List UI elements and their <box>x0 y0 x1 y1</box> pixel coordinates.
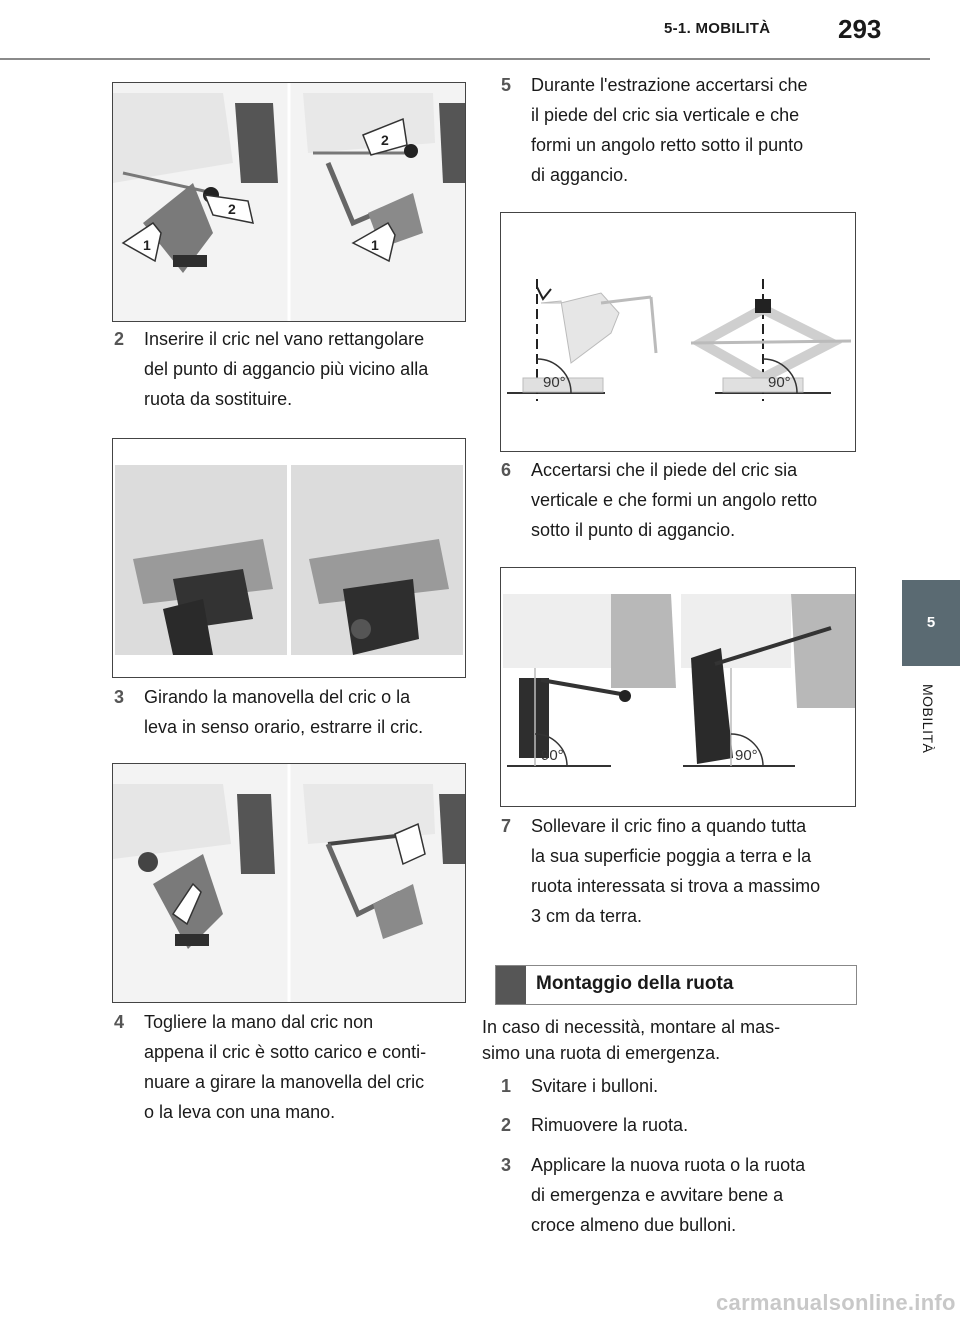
step-line: Sollevare il cric fino a quando tutta <box>531 816 807 836</box>
section-heading <box>495 965 857 1005</box>
step-line: formi un angolo retto sotto il punto <box>531 135 804 155</box>
step-line: la sua superficie poggia a terra e la <box>531 846 812 866</box>
figure-turning-crank <box>112 763 466 1003</box>
mount-step-1 <box>501 1071 861 1101</box>
step-line: leva in senso orario, estrarre il cric. <box>144 717 424 737</box>
page-number: 293 <box>838 14 882 44</box>
step-line: Svitare i bulloni. <box>531 1076 659 1096</box>
figure-jack-under-car <box>500 567 856 807</box>
step-line: appena il cric è sotto carico e conti- <box>144 1042 427 1062</box>
angle-label-left: 90° <box>541 747 564 764</box>
step-line: Girando la manovella del cric o la <box>144 687 411 707</box>
running-header: 5-1. MOBILITÀ <box>664 20 771 37</box>
step-line: Rimuovere la ruota. <box>531 1115 689 1135</box>
step-line: Togliere la mano dal cric non <box>144 1012 374 1032</box>
step-number: 1 <box>501 1076 512 1096</box>
angle-label-left: 90° <box>543 374 566 391</box>
mount-step-3 <box>501 1150 861 1240</box>
step-2 <box>114 324 464 414</box>
step-5 <box>501 70 861 190</box>
step-line: verticale e che formi un angolo retto <box>531 490 818 510</box>
step-line: del punto di aggancio più vicino alla <box>144 359 429 379</box>
step-number: 7 <box>501 816 512 836</box>
paragraph-line: In caso di necessità, montare al mas- <box>482 1017 781 1037</box>
callout-1-right: 1 <box>371 237 379 253</box>
section-heading-marker <box>496 966 526 1004</box>
step-4 <box>114 1007 464 1127</box>
step-line: Inserire il cric nel vano rettangolare <box>144 329 425 349</box>
step-line: il piede del cric sia verticale e che <box>531 105 800 125</box>
step-line: Applicare la nuova ruota o la ruota <box>531 1155 806 1175</box>
step-number: 2 <box>501 1115 512 1135</box>
figure-jack-insertion <box>112 82 466 322</box>
step-number: 4 <box>114 1012 125 1032</box>
step-line: ruota interessata si trova a massimo <box>531 876 821 896</box>
chapter-label: MOBILITÀ <box>920 684 936 754</box>
chapter-number: 5 <box>926 614 936 631</box>
step-7 <box>501 811 861 931</box>
callout-2-left: 2 <box>228 201 236 217</box>
step-number: 3 <box>501 1155 512 1175</box>
step-number: 2 <box>114 329 125 349</box>
step-line: di emergenza e avvitare bene a <box>531 1185 784 1205</box>
step-line: Accertarsi che il piede del cric sia <box>531 460 798 480</box>
step-line: sotto il punto di aggancio. <box>531 520 736 540</box>
step-line: croce almeno due bulloni. <box>531 1215 737 1235</box>
step-line: nuare a girare la manovella del cric <box>144 1072 425 1092</box>
step-number: 3 <box>114 687 125 707</box>
mount-step-2 <box>501 1110 861 1140</box>
step-6 <box>501 455 861 545</box>
figure-jack-right-angle <box>500 212 856 452</box>
step-line: Durante l'estrazione accertarsi che <box>531 75 808 95</box>
callout-2-right: 2 <box>381 132 389 148</box>
figure-jacking-point-closeup <box>112 438 466 678</box>
section-title: Montaggio della ruota <box>536 973 734 994</box>
angle-label-right: 90° <box>768 374 791 391</box>
callout-1-left: 1 <box>143 237 151 253</box>
step-line: 3 cm da terra. <box>531 906 643 926</box>
step-line: o la leva con una mano. <box>144 1102 336 1122</box>
step-3 <box>114 682 464 742</box>
paragraph-line: simo una ruota di emergenza. <box>482 1043 721 1063</box>
angle-label-right: 90° <box>735 747 758 764</box>
watermark: carmanualsonline.info <box>716 1290 956 1315</box>
step-number: 6 <box>501 460 512 480</box>
step-number: 5 <box>501 75 512 95</box>
step-line: di aggancio. <box>531 165 629 185</box>
header-rule <box>0 58 930 60</box>
step-line: ruota da sostituire. <box>144 389 293 409</box>
intro-paragraph <box>482 1014 862 1066</box>
